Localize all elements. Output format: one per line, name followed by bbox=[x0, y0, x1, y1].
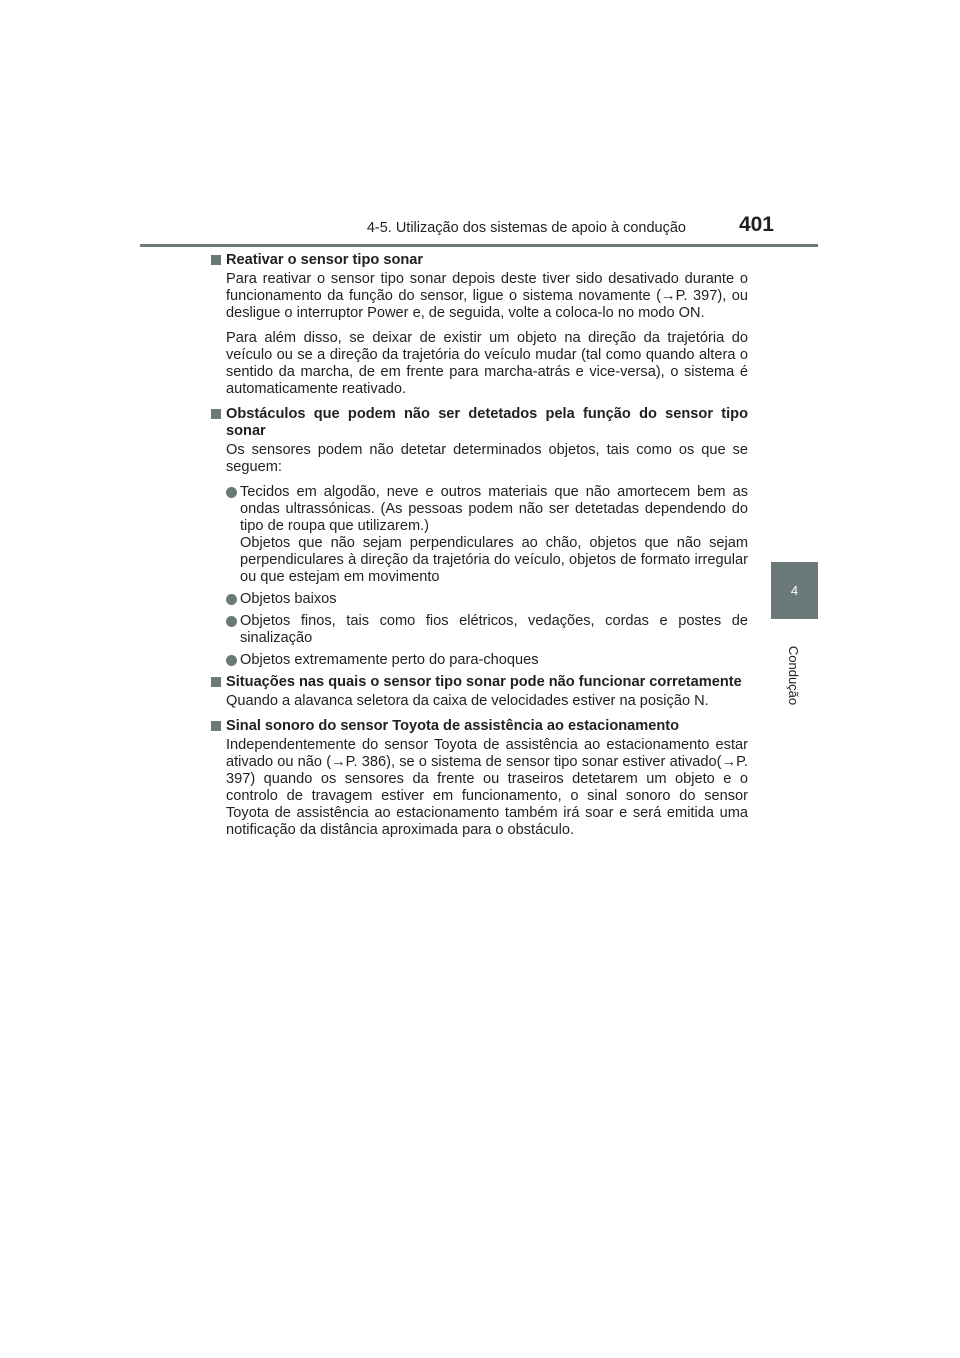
chapter-number: 4 bbox=[790, 583, 799, 598]
circle-bullet-icon bbox=[226, 616, 237, 627]
obstacle-list bbox=[210, 484, 748, 669]
list-item bbox=[226, 652, 748, 669]
list-item bbox=[226, 484, 748, 586]
section-heading bbox=[210, 718, 748, 735]
list-item-text: Objetos extremamente perto do para-choques bbox=[240, 652, 539, 668]
list-item-text: Objetos finos, tais como fios elétricos, vedações, cordas e postes de sinalização bbox=[240, 613, 748, 646]
page-content bbox=[210, 252, 748, 847]
heading-text: Sinal sonoro do sensor Toyota de assistência ao estacionamento bbox=[226, 718, 680, 734]
paragraph: Para além disso, se deixar de existir um objeto na direção da trajetória do veículo ou se a direção da trajetória do veículo mudar (tal como quando altera o sentido da marcha, de em frente para marcha-atrás e vice-versa), o sistema é automaticamente reativado. bbox=[226, 330, 748, 397]
paragraph: Independentemente do sensor Toyota de assistência ao estacionamento estar ativado ou não (→P. 386), se o sistema de sensor tipo sonar estiver ativado(→P. 397) quando os sensores da frente ou traseiros detetarem um objeto e o controlo de travagem estiver em funcionamento, o sinal sonoro do sensor Toyota de assistência ao estacionamento também irá soar e será emitida uma notificação da distância aproximada para o obstáculo. bbox=[226, 737, 748, 838]
square-bullet-icon bbox=[211, 677, 221, 687]
header-divider bbox=[140, 244, 818, 247]
list-item bbox=[226, 591, 748, 608]
chapter-tab bbox=[771, 562, 818, 619]
section-buzzer bbox=[210, 718, 748, 839]
square-bullet-icon bbox=[211, 255, 221, 265]
circle-bullet-icon bbox=[226, 487, 237, 498]
section-undetected-obstacles bbox=[210, 406, 748, 669]
section-reactivate-sensor bbox=[210, 252, 748, 398]
list-item-text: Objetos que não sejam perpendiculares ao chão, objetos que não sejam perpendiculares à direção da trajetória do veículo, objetos de formato irregular ou que estejam em movimento bbox=[240, 535, 748, 585]
heading-text: Reativar o sensor tipo sonar bbox=[226, 252, 424, 268]
section-heading bbox=[210, 252, 748, 269]
section-title: 4-5. Utilização dos sistemas de apoio à condução bbox=[366, 220, 686, 236]
paragraph: Quando a alavanca seletora da caixa de velocidades estiver na posição N. bbox=[226, 693, 709, 709]
square-bullet-icon bbox=[211, 721, 221, 731]
heading-text: Obstáculos que podem não ser detetados pela função do sensor tipo sonar bbox=[226, 406, 748, 439]
list-item bbox=[226, 613, 748, 647]
paragraph: Os sensores podem não detetar determinados objetos, tais como os que se seguem: bbox=[226, 442, 748, 475]
paragraph: Para reativar o sensor tipo sonar depois deste tiver sido desativado durante o funcionamento da função do sensor, ligue o sistema novamente (→P. 397), ou desligue o interruptor Power e, de seguida, volte a coloca-lo no modo ON. bbox=[226, 271, 748, 321]
page-number: 401 bbox=[738, 213, 774, 236]
section-sensor-malfunction bbox=[210, 674, 748, 710]
circle-bullet-icon bbox=[226, 594, 237, 605]
circle-bullet-icon bbox=[226, 655, 237, 666]
list-item-text: Tecidos em algodão, neve e outros materiais que não amortecem bem as ondas ultrassónicas. (As pessoas podem não ser detetadas dependendo do tipo de roupa que utilizarem.) bbox=[240, 484, 748, 534]
section-heading bbox=[210, 674, 748, 691]
heading-text: Situações nas quais o sensor tipo sonar pode não funcionar corretamente bbox=[226, 674, 742, 690]
chapter-label: Condução bbox=[786, 645, 802, 705]
chapter-label-container bbox=[772, 630, 816, 720]
list-item-text: Objetos baixos bbox=[240, 591, 337, 607]
square-bullet-icon bbox=[211, 409, 221, 419]
section-heading bbox=[210, 406, 748, 440]
